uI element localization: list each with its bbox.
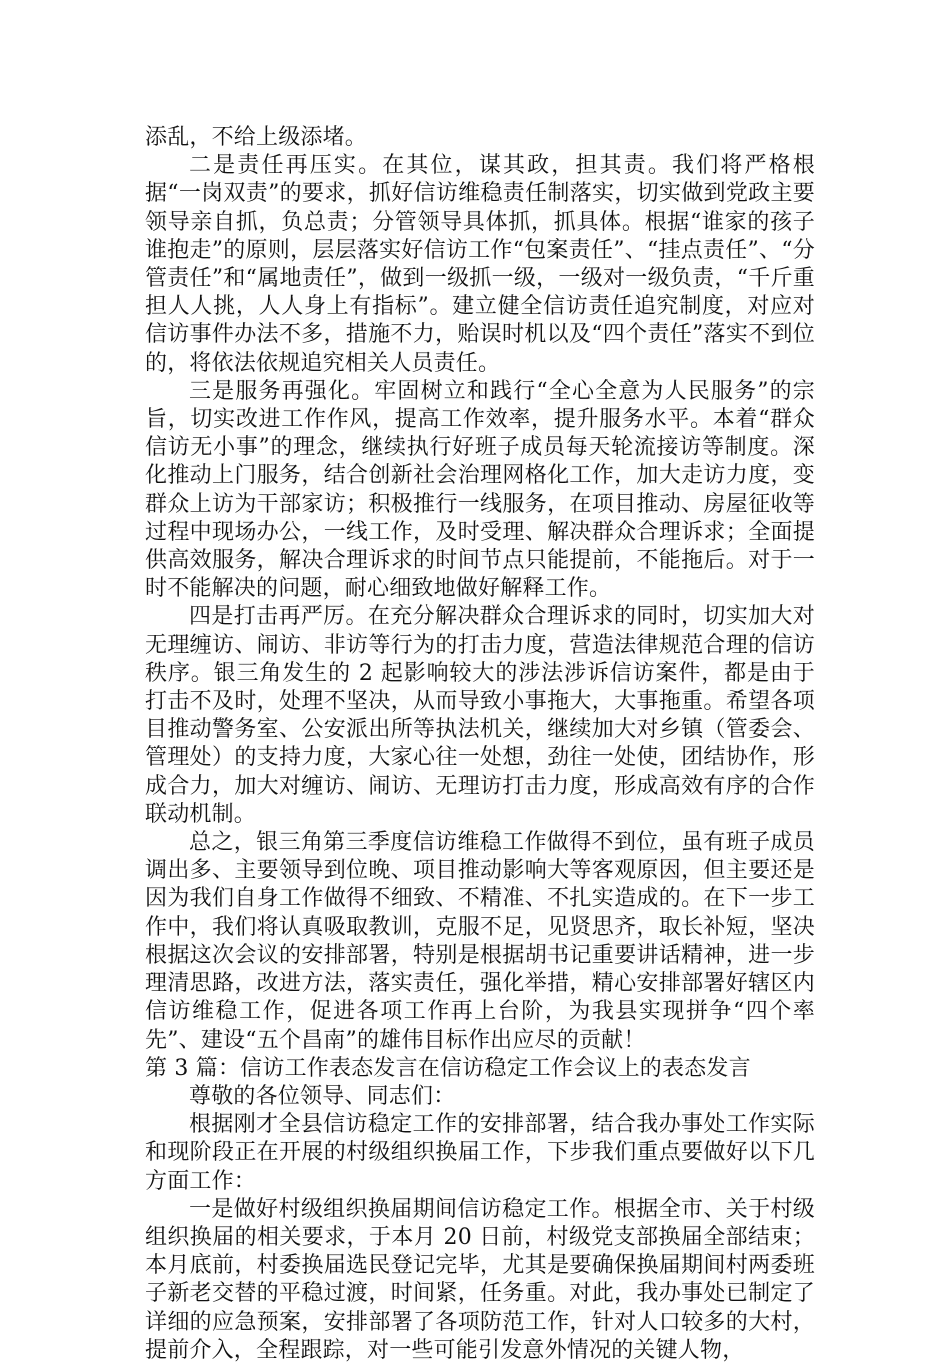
paragraph-service: 三是服务再强化。牢固树立和践行“全心全意为人民服务”的宗旨，切实改进工作作风，提高工作效率，提升服务水平。本着“群众信访无小事”的理念，继续执行好班子成员每天轮流接访等制度。深化推动上门服务，结合创新社会治理网格化工作，加大走访力度，变群众上访为干部家访；积极推行一线服务，在项目推动、房屋征收等过程中现场办公，一线工作，及时受理、解决群众合理诉求；全面提供高效服务，解决合理诉求的时间节点只能提前，不能拖后。对于一时不能解决的问题，耐心细致地做好解释工作。 [145,378,815,602]
section-heading: 第 3 篇：信访工作表态发言在信访稳定工作会议上的表态发言 [145,1055,751,1081]
paragraph-salutation: 尊敬的各位领导、同志们： [189,1083,456,1109]
paragraph-summary: 总之，银三角第三季度信访维稳工作做得不到位，虽有班子成员调出多、主要领导到位晚、项目推动影响大等客观原因，但主要还是因为我们自身工作做得不细致、不精准、不扎实造成的。在下一步工作中，我们将认真吸取教训，克服不足，见贤思齐，取长补短，坚决根据这次会议的安排部署，特别是根据胡书记重要讲话精神，进一步理清思路，改进方法，落实责任，强化举措，精心安排部署好辖区内信访维稳工作，促进各项工作再上台阶，为我县实现拼争“四个率先”、建设“五个昌南”的雄伟目标作出应尽的贡献！ [145,830,815,1053]
paragraph-continuation: 添乱，不给上级添堵。 [145,125,368,150]
paragraph-election-stability: 一是做好村级组织换届期间信访稳定工作。根据全市、关于村级组织换届的相关要求，于本月 20 日前，村级党支部换届全部结束；本月底前，村委换届选民登记完毕，尤其是要确保换届期间村两委班子新老交替的平稳过渡，时间紧，任务重。对此，我办事处已制定了详细的应急预案，安排部署了各项防范工作，针对人口较多的大村，提前介入，全程跟踪，对一些可能引发意外情况的关键人物， [145,1196,815,1363]
paragraph-intro: 根据刚才全县信访稳定工作的安排部署，结合我办事处工作实际和现阶段正在开展的村级组织换届工作，下步我们重点要做好以下几方面工作： [145,1112,815,1194]
paragraph-crackdown: 四是打击再严厉。在充分解决群众合理诉求的同时，切实加大对无理缠访、闹访、非访等行为的打击力度，营造法律规范合理的信访秩序。银三角发生的 2 起影响较大的涉法涉诉信访案件，都是由于打击不及时，处理不坚决，从而导致小事拖大，大事拖重。希望各项目推动警务室、公安派出所等执法机关，继续加大对乡镇（管委会、管理处）的支持力度，大家心往一处想，劲往一处使，团结协作，形成合力，加大对缠访、闹访、无理访打击力度，形成高效有序的合作联动机制。 [145,604,815,827]
paragraph-responsibility: 二是责任再压实。在其位，谋其政，担其责。我们将严格根据“一岗双责”的要求，抓好信访维稳责任制落实，切实做到党政主要领导亲自抓，负总责；分管领导具体抓，抓具体。根据“谁家的孩子谁抱走”的原则，层层落实好信访工作“包案责任”、“挂点责任”、“分管责任”和“属地责任”，做到一级抓一级，一级对一级负责，“千斤重担人人挑，人人身上有指标”。建立健全信访责任追究制度，对应对信访事件办法不多，措施不力，贻误时机以及“四个责任”落实不到位的，将依法依规追究相关人员责任。 [145,153,815,376]
document-page [145,124,815,1365]
